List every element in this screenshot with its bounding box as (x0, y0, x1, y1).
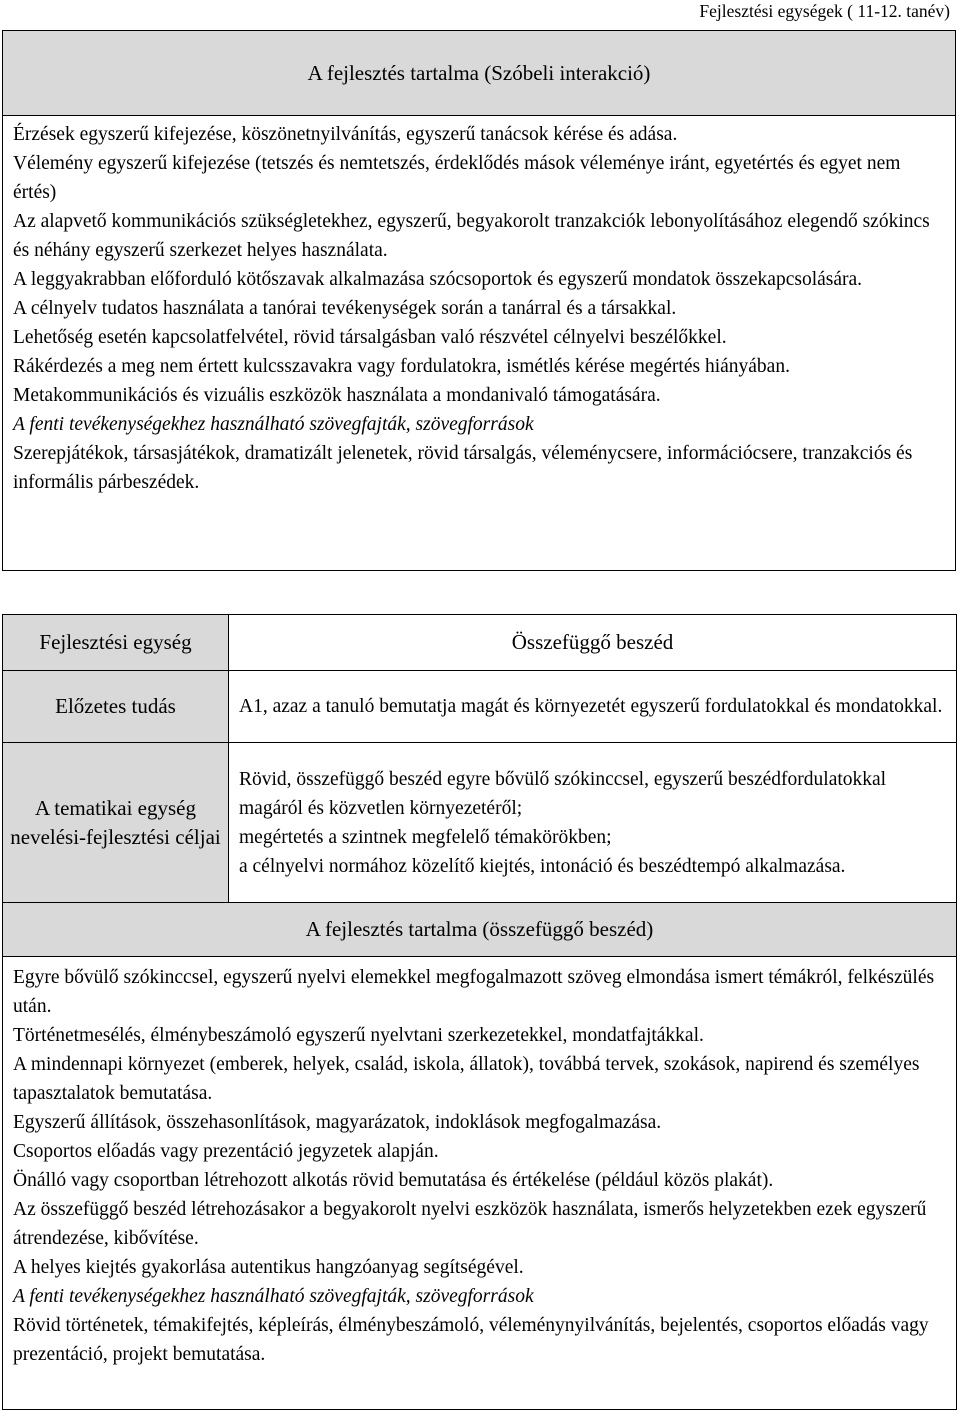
content-line: Csoportos előadás vagy prezentáció jegyzetek alapján. (13, 1141, 439, 1162)
section-content (3, 116, 955, 497)
content-line: Önálló vagy csoportban létrehozott alkotás rövid bemutatása és értékelése (például közös plakát). (13, 1170, 774, 1191)
goals-value (229, 743, 957, 903)
texttypes-text: Szerepjátékok, társasjátékok, dramatizált jelenetek, rövid társalgás, véleménycsere, információcsere, tranzakciós és informális párbeszédek. (13, 443, 913, 493)
goal-line: Rövid, összefüggő beszéd egyre bővülő szókinccsel, egyszerű beszédfordulatokkal magáról és közvetlen környezetéről; (239, 768, 887, 819)
content-line: Rákérdezés a meg nem értett kulcsszavakra vagy fordulatokra, ismétlés kérése megértés hiányában. (13, 356, 790, 377)
content-line: Az alapvető kommunikációs szükségletekhez, egyszerű, begyakorolt tranzakciók lebonyolításához elegendő szókincs és néhány egyszerű szerkezet helyes használata. (13, 211, 930, 261)
content-line: Vélemény egyszerű kifejezése (tetszés és nemtetszés, érdeklődés mások véleménye iránt, egyetértés és egyet nem értés) (13, 153, 901, 203)
texttypes-text: Rövid történetek, témakifejtés, képleírás, élménybeszámoló, véleménynyilvánítás, bejelentés, csoportos előadás vagy prezentáció, projekt bemutatása. (13, 1315, 929, 1365)
section-heading: A fejlesztés tartalma (Szóbeli interakció) (3, 31, 955, 116)
content-line: A helyes kiejtés gyakorlása autentikus hangzóanyag segítségével. (13, 1257, 524, 1278)
content-line: Történetmesélés, élménybeszámoló egyszerű nyelvtani szerkezetekkel, mondatfajtákkal. (13, 1025, 704, 1046)
texttypes-heading: A fenti tevékenységekhez használható szövegfajták, szövegforrások (13, 1286, 534, 1307)
content-line: Egyszerű állítások, összehasonlítások, magyarázatok, indoklások megfogalmazása. (13, 1112, 662, 1133)
content-cell (3, 957, 957, 1410)
page-header-title: Fejlesztési egységek ( 11-12. tanév) (699, 1, 950, 21)
content-heading: A fejlesztés tartalma (összefüggő beszéd) (3, 903, 957, 957)
oral-interaction-box (2, 30, 956, 571)
content-line: Egyre bővülő szókinccsel, egyszerű nyelvi elemekkel megfogalmazott szöveg elmondása ismert témákról, felkészülés után. (13, 967, 935, 1017)
content-line: A leggyakrabban előforduló kötőszavak alkalmazása szócsoportok és egyszerű mondatok összekapcsolására. (13, 269, 863, 290)
content-line: Lehetőség esetén kapcsolatfelvétel, rövid társalgásban való részvétel célnyelvi beszélőkkel. (13, 327, 727, 348)
content-line: A mindennapi környezet (emberek, helyek, család, iskola, állatok), továbbá tervek, szokások, napirend és személyes tapasztalatok bemutatása. (13, 1054, 920, 1104)
prior-knowledge-label: Előzetes tudás (3, 671, 229, 743)
unit-label: Fejlesztési egység (3, 615, 229, 671)
goal-line: megértetés a szintnek megfelelő témakörökben; (239, 826, 612, 848)
content-line: Érzések egyszerű kifejezése, köszönetnyilvánítás, egyszerű tanácsok kérése és adása. (13, 124, 678, 145)
goals-label: A tematikai egység nevelési-fejlesztési céljai (3, 743, 229, 903)
prior-knowledge-value: A1, azaz a tanuló bemutatja magát és környezetét egyszerű fordulatokkal és mondatokkal. (229, 671, 957, 743)
content-line: Metakommunikációs és vizuális eszközök használata a mondanivaló támogatására. (13, 385, 661, 406)
content-line: A célnyelv tudatos használata a tanórai tevékenységek során a tanárral és a társakkal. (13, 298, 677, 319)
coherent-speech-table (2, 614, 957, 1410)
unit-value: Összefüggő beszéd (229, 615, 957, 671)
content-line: Az összefüggő beszéd létrehozásakor a begyakorolt nyelvi eszközök használata, ismerős helyzetekben ezek egyszerű átrendezése, kibővítése. (13, 1199, 927, 1249)
goal-line: a célnyelvi normához közelítő kiejtés, intonáció és beszédtempó alkalmazása. (239, 855, 846, 877)
texttypes-heading: A fenti tevékenységekhez használható szövegfajták, szövegforrások (13, 414, 534, 435)
